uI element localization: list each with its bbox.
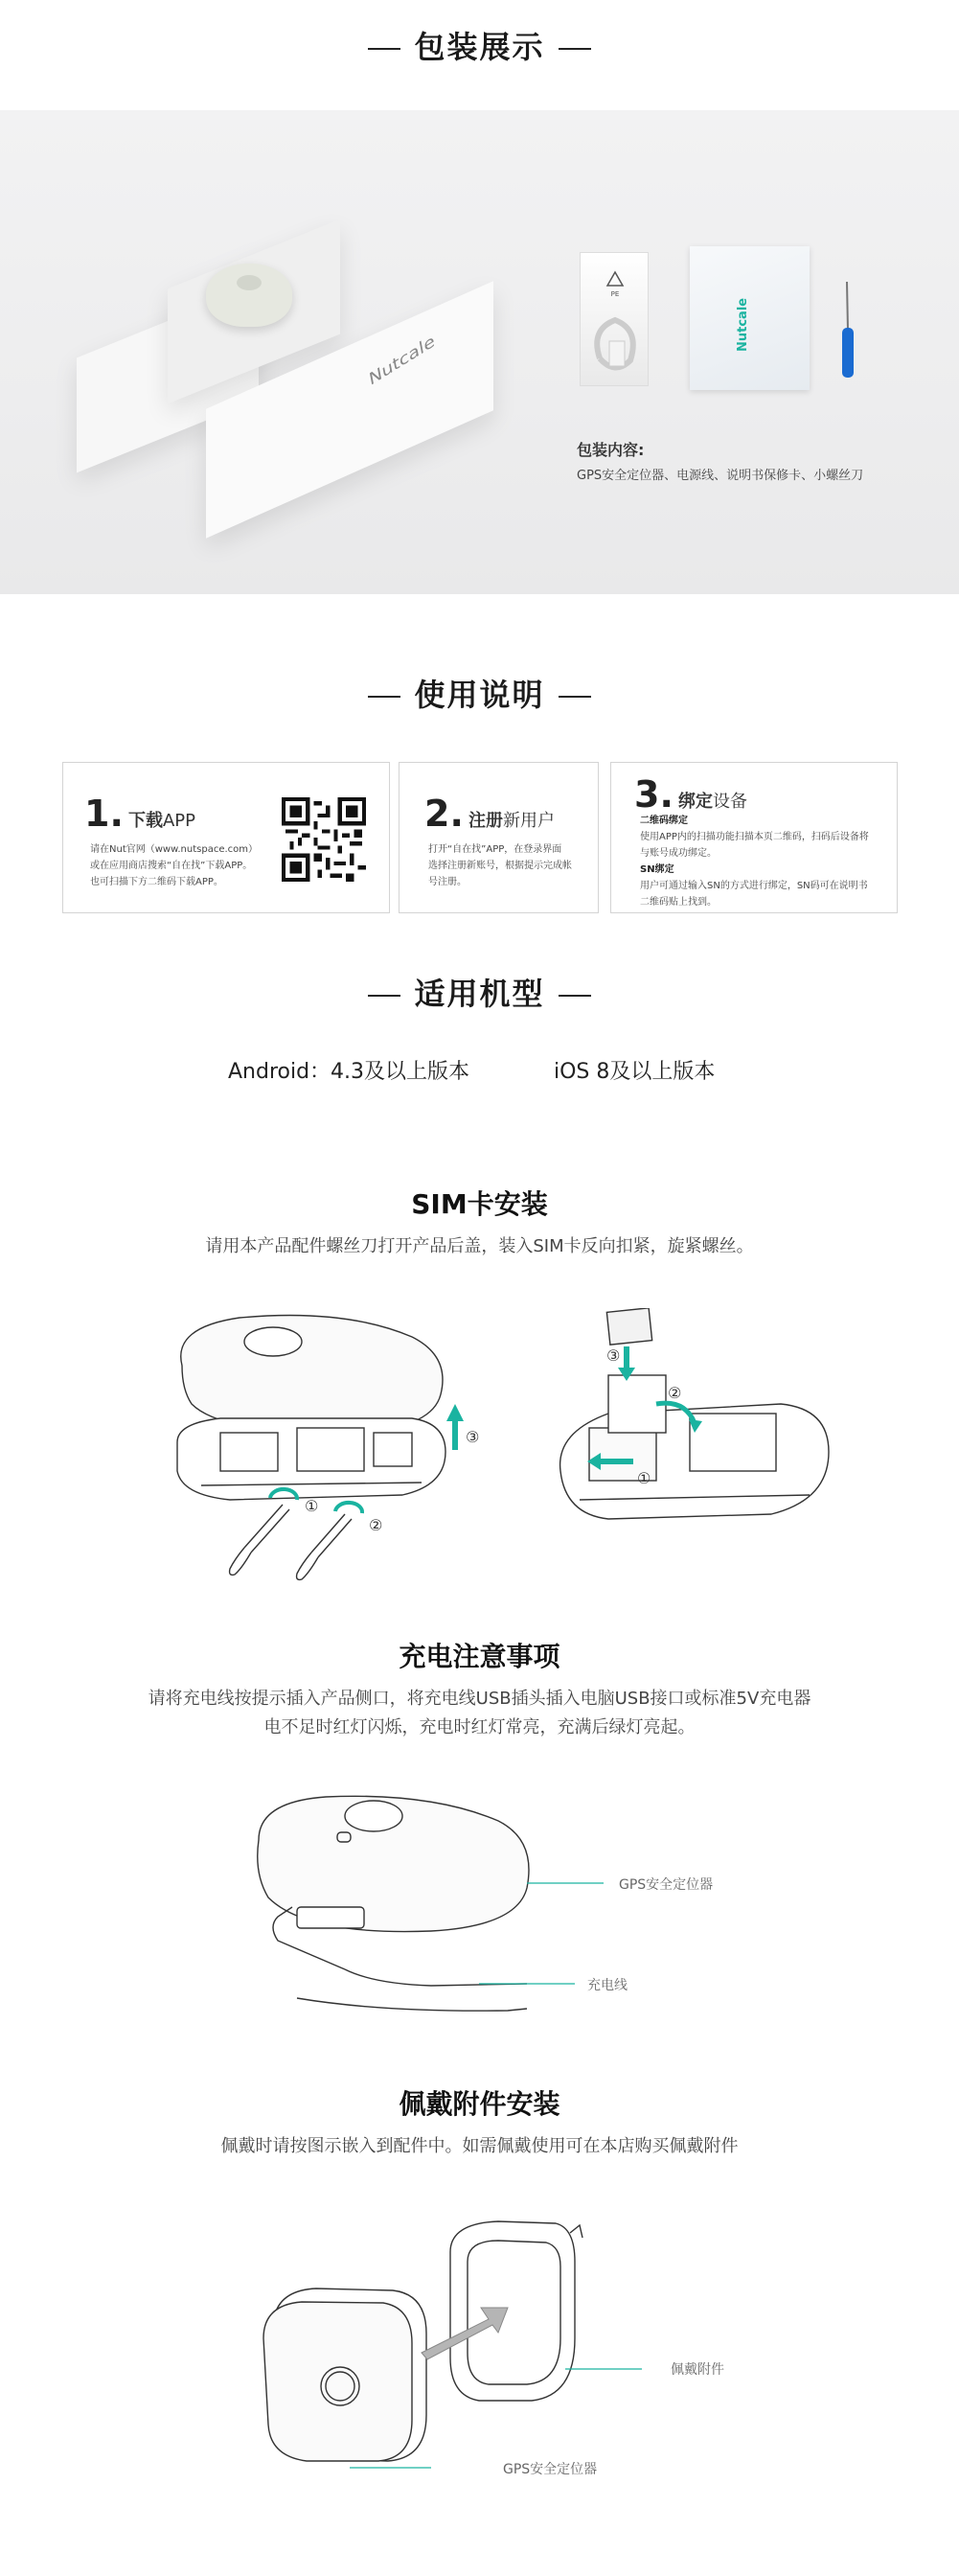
- cable-bag: [580, 252, 649, 386]
- box-brand-logo: Nutcale: [367, 331, 437, 390]
- models-section-title: [0, 970, 959, 1014]
- device-button: [237, 275, 262, 290]
- package-contents-list: GPS安全定位器、电源线、说明书保修卡、小螺丝刀: [577, 469, 864, 483]
- manual-card: [690, 246, 810, 390]
- title-dash-right: [559, 696, 591, 698]
- step-description: 二维码绑定 使用APP内的扫描功能扫描本页二维码，扫码后设备将 与账号成功绑定。 SN绑定 用户可通过输入SN的方式进行绑定，SN码可在说明书 二维码贴上找到。: [640, 813, 869, 910]
- device-in-box: [206, 264, 292, 327]
- callout-gps-locator-2: GPS安全定位器: [503, 2462, 598, 2477]
- usage-title-text: 使用说明: [414, 677, 545, 713]
- android-requirement: Android：4.3及以上版本: [228, 1060, 470, 1084]
- qr-code-icon[interactable]: [282, 797, 366, 882]
- step-title-rest: 设备: [712, 792, 747, 812]
- svg-text:PE: PE: [610, 290, 620, 298]
- package-contents-title: 包装内容:: [577, 441, 645, 459]
- wearable-title: 佩戴附件安装: [399, 2088, 560, 2120]
- step-title-rest: 新用户: [502, 811, 555, 831]
- manual-brand-logo: Nutcale: [736, 297, 750, 352]
- step-marker-3: ③: [466, 1428, 479, 1446]
- sim-open-cover-illustration: [163, 1308, 479, 1596]
- step-description: 打开“自在找”APP，在登录界面 选择注册新账号，根据提示完成帐 号注册。: [428, 844, 572, 887]
- sim-card-insert-illustration: [551, 1308, 838, 1548]
- bind-method-qr: 二维码绑定: [640, 816, 688, 826]
- wearable-illustration: [259, 2214, 719, 2501]
- step-number: 2: [424, 793, 450, 835]
- sim-install-description: 请用本产品配件螺丝刀打开产品后盖，装入SIM卡反向扣紧，旋紧螺丝。: [205, 1236, 754, 1256]
- title-dash-right: [559, 995, 591, 997]
- charging-illustration: [240, 1782, 757, 2022]
- step-card-download: 1. 下载APP 请在Nut官网（www.nutspace.com） 或在应用商店搜索“自在找”下载APP。 也可扫描下方二维码下载APP。: [62, 762, 390, 913]
- cable-coil-icon: [581, 253, 650, 387]
- step-title-bold: 绑定: [677, 792, 713, 812]
- step-marker-3: ③: [606, 1346, 621, 1365]
- step-marker-1: ①: [637, 1469, 651, 1487]
- screwdriver-icon: [833, 278, 862, 383]
- title-dash-left: [368, 696, 400, 698]
- step-title-bold: 下载: [127, 811, 163, 831]
- packaging-photo: [0, 110, 959, 594]
- packaging-section-title: [0, 23, 959, 67]
- wearable-description: 佩戴时请按图示嵌入到配件中。如需佩戴使用可在本店购买佩戴附件: [220, 2136, 739, 2156]
- ios-requirement: iOS 8及以上版本: [554, 1060, 716, 1084]
- step-number: 1: [84, 793, 110, 835]
- step-title-bold: 注册: [468, 811, 503, 831]
- title-dash-left: [368, 995, 400, 997]
- step-card-register: 2. 注册新用户 打开“自在找”APP，在登录界面 选择注册新账号，根据提示完成帐 号注册。: [399, 762, 599, 913]
- title-dash-left: [368, 48, 400, 50]
- models-title-text: 适用机型: [414, 976, 545, 1012]
- step-marker-2: ②: [668, 1384, 682, 1402]
- step-marker-2: ②: [369, 1516, 383, 1534]
- step-description: 请在Nut官网（www.nutspace.com） 或在应用商店搜索“自在找”下载APP。 也可扫描下方二维码下载APP。: [90, 844, 259, 887]
- sim-install-title: SIM卡安装: [411, 1188, 548, 1220]
- step-card-bind: 3. 绑定设备 二维码绑定 使用APP内的扫描功能扫描本页二维码，扫码后设备将 与账号成功绑定。 SN绑定 用户可通过输入SN的方式进行绑定，SN码可在说明书 二维码贴上找到。: [610, 762, 898, 913]
- usage-section-title: [0, 671, 959, 715]
- charging-title: 充电注意事项: [399, 1641, 560, 1672]
- callout-charging-cable: 充电线: [587, 1978, 628, 1993]
- step-number: 3: [634, 773, 660, 816]
- charging-description: 请将充电线按提示插入产品侧口，将充电线USB插头插入电脑USB接口或标准5V充电器 电不足时红灯闪烁，充电时红灯常亮，充满后绿灯亮起。: [148, 1689, 811, 1737]
- step-title-rest: APP: [162, 811, 196, 831]
- callout-gps-locator: GPS安全定位器: [619, 1877, 714, 1893]
- bind-method-sn: SN绑定: [640, 864, 674, 875]
- step-marker-1: ①: [305, 1497, 319, 1515]
- callout-wearable-accessory: 佩戴附件: [671, 2362, 724, 2378]
- packaging-title-text: 包装展示: [414, 29, 545, 65]
- title-dash-right: [559, 48, 591, 50]
